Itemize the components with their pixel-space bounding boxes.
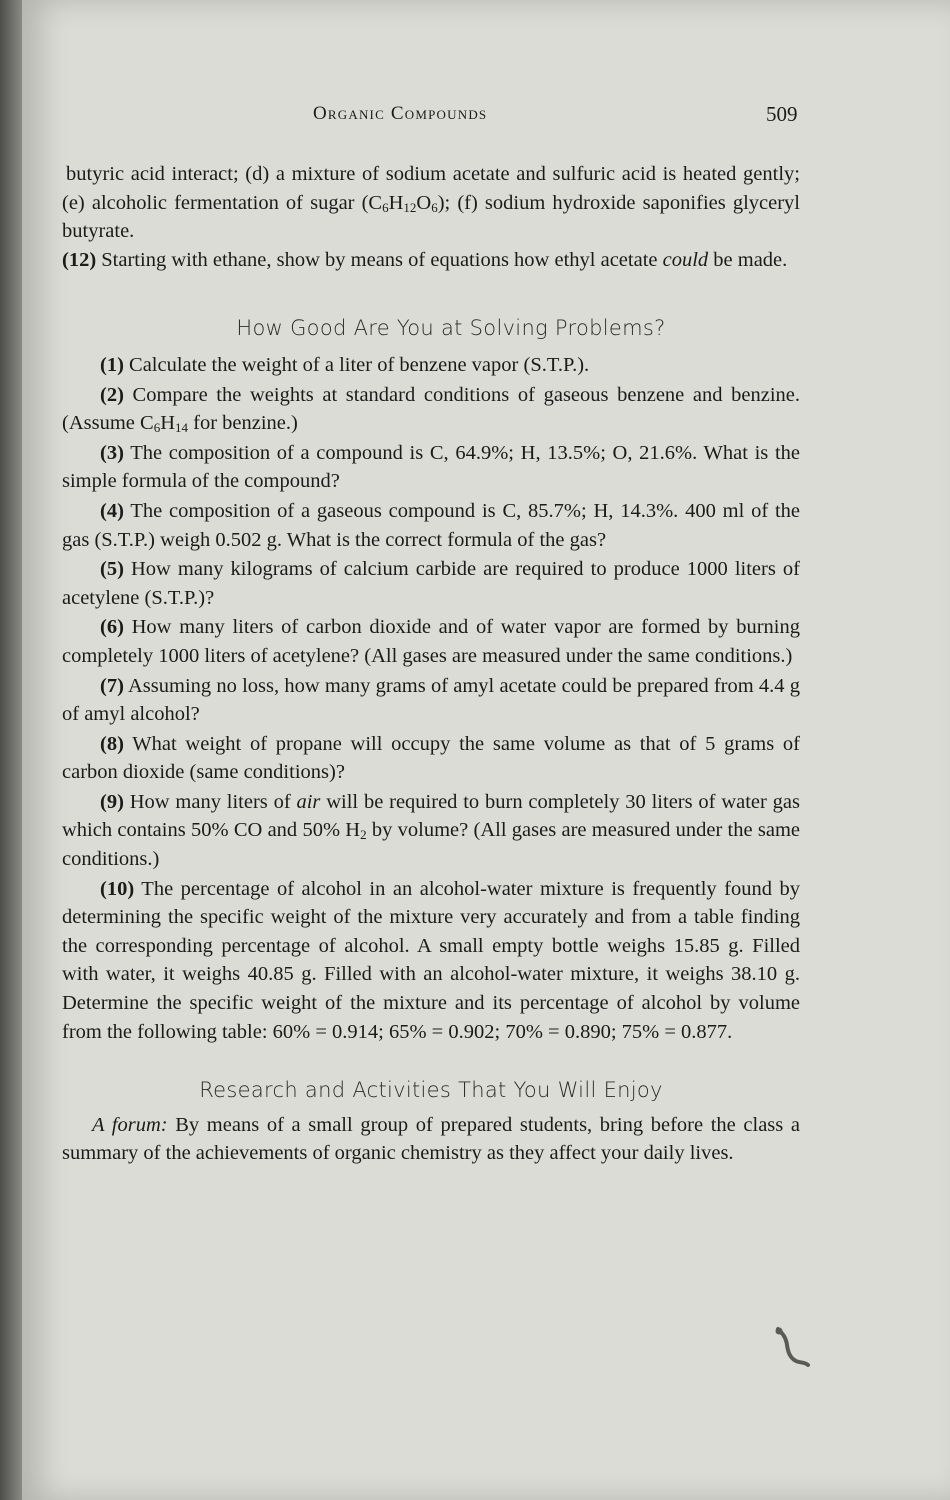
forum-activity: A forum: By means of a small group of prepared students, bring before the class a summary of the achievements of organic chemistry as they affect your daily lives. [62, 1113, 800, 1165]
continued-paragraph: butyric acid interact; (d) a mixture of sodium acetate and sulfuric acid is heated gently; (e) alcoholic fermentation of sugar $(C_6H_{12}O_6)$; (f) sodium hydroxide saponifies glyceryl butyrate. (12) Starting with ethane, show by means of equations how ethyl acetate could be made. [62, 163, 800, 271]
problem-4: (4) The composition of a gaseous compound is C, 85.7%; H, 14.3%. 400 ml of the gas (S.T.P.) weigh 0.502 g. What is the correct formula of the gas? [62, 499, 800, 551]
page-header [0, 103, 950, 133]
problems-heading: How Good Are You at Solving Problems? [236, 316, 666, 341]
problem-8: (8) What weight of propane will occupy the same volume as that of 5 grams of carbon dioxide (same conditions)? [62, 732, 800, 784]
problem-10: (10) The percentage of alcohol in an alcohol-water mixture is frequently found by determining the specific weight of the mixture very accurately and from a table finding the corresponding percentage of alcohol. A small empty bottle weighs 15.85 g. Filled with water, it weighs 40.85 g. Filled with an alcohol-water mixture, it weighs 38.10 g. Determine the specific weight of the mixture and its percentage of alcohol by volume from the following table: 60% = 0.914; 65% = 0.902; 70% = 0.890; 75% = 0.877. [62, 877, 800, 1043]
running-title: Organic Compounds [313, 103, 488, 124]
problem-9: (9) How many liters of air will be required to burn completely 30 liters of water gas which contains 50% CO and 50% $H_2$ by volume? (All gases are measured under the same conditions.) [62, 790, 800, 871]
problem-7: (7) Assuming no loss, how many grams of amyl acetate could be prepared from 4.4 g of amyl alcohol? [62, 674, 800, 726]
problem-3: (3) The composition of a compound is C, 64.9%; H, 13.5%; O, 21.6%. What is the simple formula of the compound? [62, 441, 800, 493]
problem-1: (1) Calculate the weight of a liter of benzene vapor (S.T.P.). [100, 353, 590, 376]
research-heading: Research and Activities That You Will Enjoy [199, 1078, 663, 1103]
problem-2: (2) Compare the weights at standard conditions of gaseous benzene and benzine. (Assume $C_6H_{14}$ for benzine.) [62, 383, 800, 436]
question-number: (12) [62, 248, 97, 271]
problem-6: (6) How many liters of carbon dioxide and of water vapor are formed by burning completely 1000 liters of acetylene? (All gases are measured under the same conditions.) [62, 616, 800, 667]
problem-5: (5) How many kilograms of calcium carbide are required to produce 1000 liters of acetylene (S.T.P.)? [62, 558, 800, 609]
book-gutter-shadow [0, 0, 22, 1500]
page-number: 509 [766, 102, 798, 126]
ink-smudge-mark [772, 1325, 812, 1370]
page-body [62, 160, 800, 1168]
